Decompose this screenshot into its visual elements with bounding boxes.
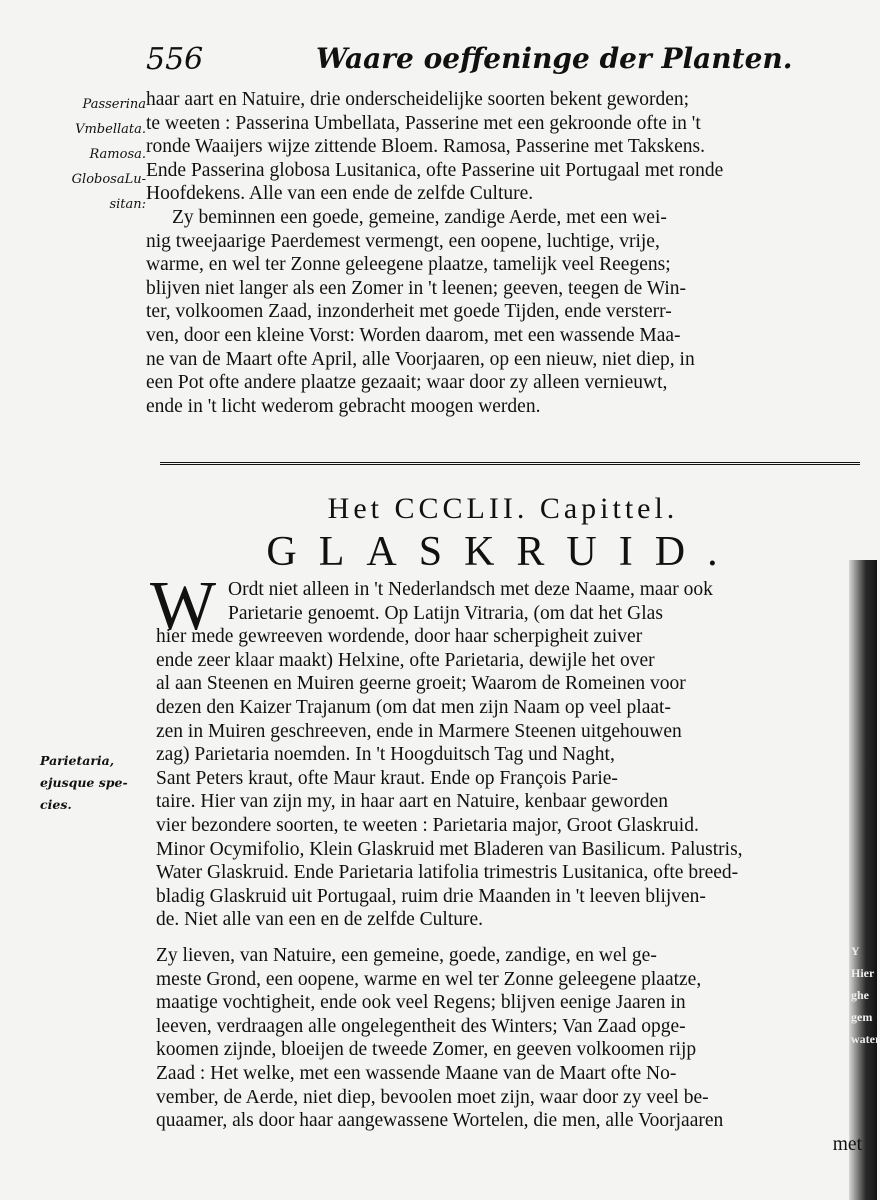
- text-line: leeven, verdraagen alle ongelegentheit des Winters; Van Zaad opge-: [156, 1015, 686, 1037]
- text-line: koomen zijnde, bloeijen de tweede Zomer, en geeven volkoomen rijp: [156, 1039, 697, 1061]
- text-line: te weeten : Passerina Umbellata, Passerine met een gekroonde ofte in 't: [146, 112, 701, 134]
- section-divider: [160, 462, 860, 465]
- text-line: met: [832, 1133, 862, 1155]
- text-line: ne van de Maart ofte April, alle Voorjaaren, op een nieuw, niet diep, in: [146, 348, 695, 370]
- text-line: Ordt niet alleen in 't Nederlandsch met deze Naame, maar ook: [228, 579, 713, 600]
- gutter-fragment: Y: [851, 944, 860, 958]
- drop-cap: W: [150, 568, 217, 645]
- text-line: bladig Glaskruid uit Portugaal, ruim drie Maanden in 't leeven blijven-: [156, 885, 706, 907]
- text-line: ende in 't licht wederom gebracht moogen werden.: [146, 395, 541, 417]
- margin-note: Parietaria,: [40, 753, 115, 768]
- text-line: maatige vochtigheit, ende ook veel Regens; blijven eenige Jaaren in: [156, 992, 686, 1014]
- text-line: zen in Muiren geschreeven, ende in Marmere Steenen uitgehouwen: [156, 720, 682, 742]
- text-block-culture: [156, 944, 862, 1156]
- plant-title: GLASKRUID.: [266, 529, 740, 575]
- margin-note: Ramosa.: [89, 147, 146, 162]
- text-line: Minor Ocymifolio, Klein Glaskruid met Bladeren van Basilicum. Palustris,: [156, 838, 743, 860]
- margin-notes-top: [28, 92, 146, 217]
- text-line: vember, de Aerde, niet diep, bevoolen moet zijn, waar door zy veel be-: [156, 1086, 709, 1108]
- text-line: hier mede gewreeven wordende, door haar scherpigheit zuiver: [156, 626, 643, 648]
- text-line: meste Grond, een oopene, warme en wel ter Zonne geleegene plaatze,: [156, 968, 702, 990]
- gutter-fragment: gem: [851, 1010, 873, 1024]
- text-line: Sant Peters kraut, ofte Maur kraut. Ende op François Parie-: [156, 767, 618, 789]
- margin-note: cies.: [40, 797, 72, 812]
- text-line: Zy beminnen een goede, gemeine, zandige Aerde, met een wei-: [172, 206, 667, 228]
- text-line: Parietarie genoemt. Op Latijn Vitraria, (om dat het Glas: [228, 602, 663, 624]
- text-line: warme, en wel ter Zonne geleegene plaatze, tamelijk veel Reegens;: [146, 254, 671, 276]
- text-line: ven, door een kleine Vorst: Worden daarom, met een wassende Maa-: [146, 324, 681, 346]
- text-line: taire. Hier van zijn my, in haar aart en Natuire, kenbaar geworden: [156, 791, 668, 813]
- gutter-fragment: ghe: [851, 988, 869, 1002]
- text-line: ende zeer klaar maakt) Helxine, ofte Parietaria, dewijle het over: [156, 649, 655, 671]
- text-line: Hoofdekens. Alle van een ende de zelfde Culture.: [146, 183, 534, 205]
- text-line: dezen den Kaizer Trajanum (om dat men zijn Naam op veel plaat-: [156, 696, 671, 718]
- text-line: Zaad : Het welke, met een wassende Maane van de Maart ofte No-: [156, 1062, 677, 1084]
- page-header: [146, 40, 856, 80]
- text-line: nig tweejaarige Paerdemest vermengt, een oopene, luchtige, vrije,: [146, 230, 660, 252]
- gutter-fragment: Hier: [851, 966, 875, 980]
- page-number: 556: [146, 42, 204, 77]
- text-line: Zy lieven, van Natuire, een gemeine, goede, zandige, en wel ge-: [156, 945, 657, 966]
- text-line: ter, volkoomen Zaad, inzonderheit met goede Tijden, ende versterr-: [146, 301, 672, 323]
- text-line: een Pot ofte andere plaatze gezaait; waar door zy alleen vernieuwt,: [146, 372, 668, 394]
- margin-note: Vmbellata.: [75, 122, 146, 137]
- text-line: Ende Passerina globosa Lusitanica, ofte Passerine uit Portugaal met ronde: [146, 159, 724, 181]
- text-block-glaskruid: [156, 578, 862, 932]
- margin-notes-low: [40, 750, 158, 816]
- running-title: Waare oeffeninge der Planten.: [316, 42, 793, 75]
- text-line: quaamer, als door haar aangewassene Wortelen, die men, alle Voorjaaren: [156, 1110, 724, 1132]
- text-line: al aan Steenen en Muiren geerne groeit; Waarom de Romeinen voor: [156, 673, 686, 695]
- text-line: zag) Parietaria noemden. In 't Hoogduitsch Tag und Naght,: [156, 744, 615, 766]
- gutter-fragment: water: [851, 1032, 880, 1046]
- text-block-passerina: [146, 88, 860, 418]
- text-line: Water Glaskruid. Ende Parietaria latifolia trimestris Lusitanica, ofte breed-: [156, 862, 739, 884]
- text-line: vier bezondere soorten, te weeten : Parietaria major, Groot Glaskruid.: [156, 814, 699, 836]
- margin-note: sitan:: [109, 197, 146, 212]
- margin-note: ejusque spe-: [40, 775, 128, 790]
- text-line: ronde Waaijers wijze zittende Bloem. Ramosa, Passerine met Takskens.: [146, 136, 705, 158]
- text-line: de. Niet alle van een en de zelfde Culture.: [156, 909, 484, 931]
- chapter-title: Het CCCLII. Capittel.: [327, 492, 679, 525]
- text-line: haar aart en Natuire, drie onderscheidelijke soorten bekent geworden;: [146, 89, 690, 110]
- margin-note: Passerina: [82, 97, 146, 112]
- margin-note: GlobosaLu-: [71, 172, 146, 187]
- text-line: blijven niet langer als een Zomer in 't leenen; geeven, teegen de Win-: [146, 277, 687, 299]
